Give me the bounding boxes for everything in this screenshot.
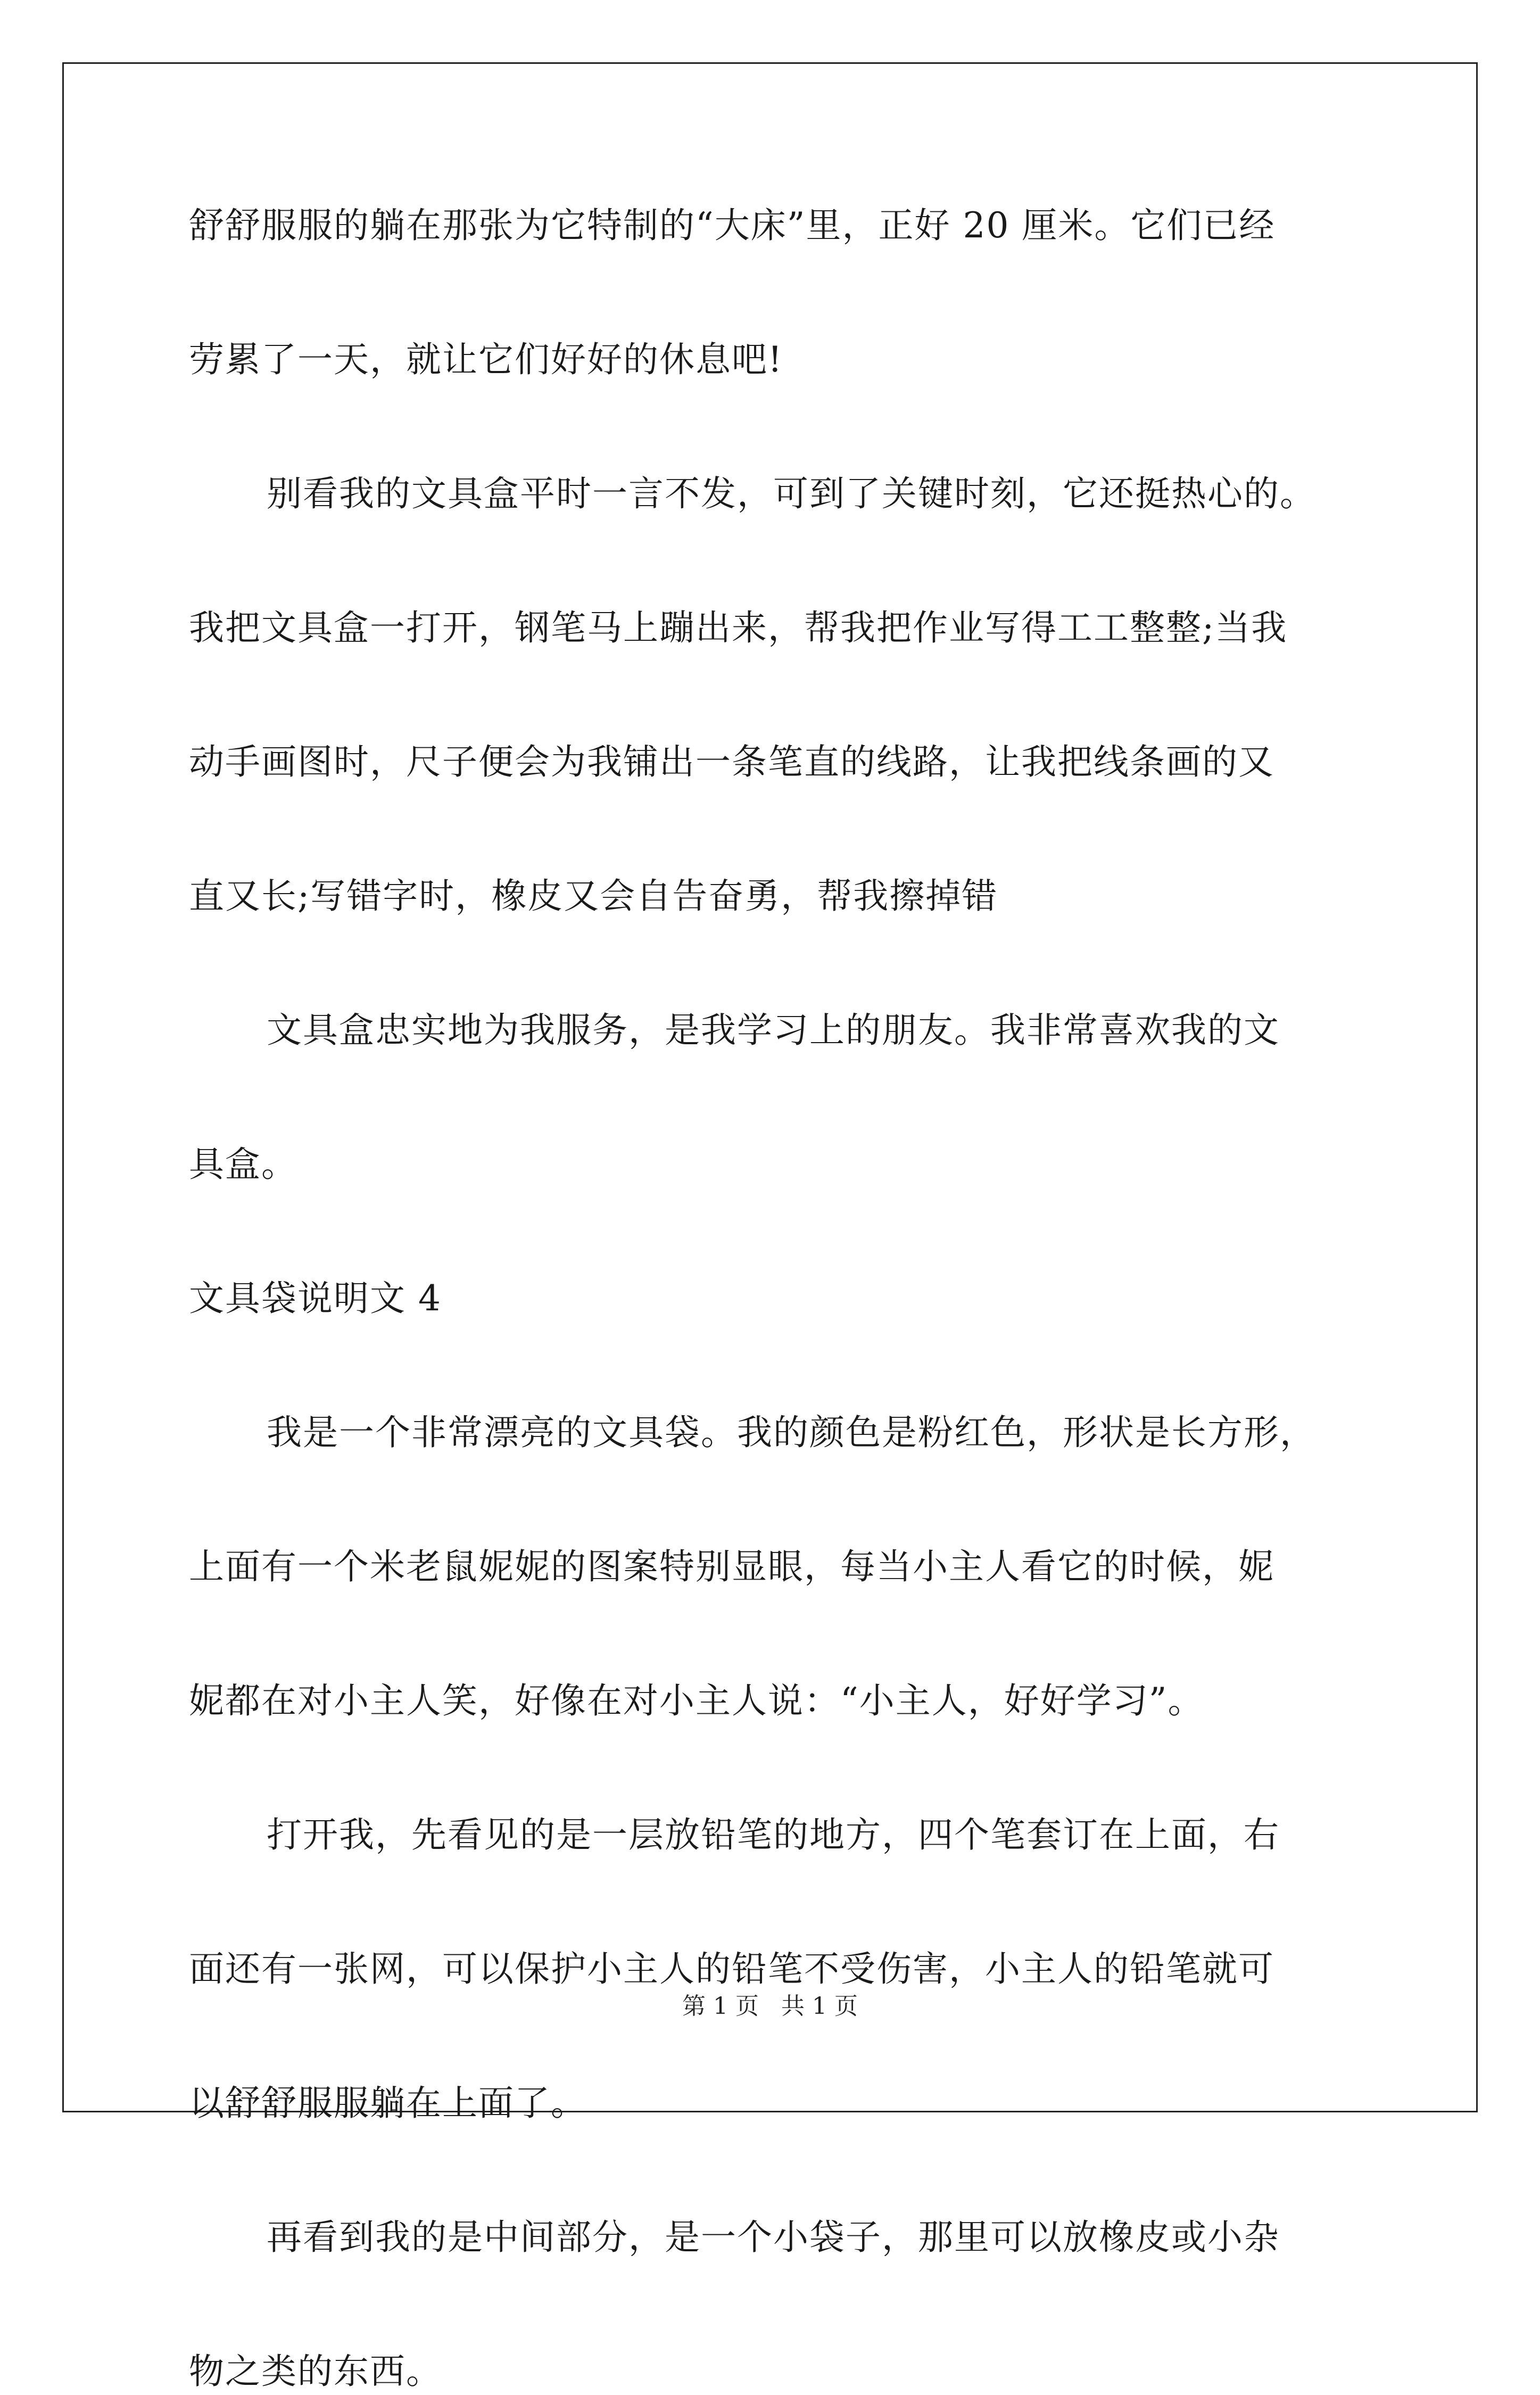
text-line: 物之类的东西。 <box>189 2351 442 2392</box>
paragraph-start-line: 打开我，先看见的是一层放铅笔的地方，四个笔套订在上面，右 <box>267 1814 1280 1855</box>
text-line: 面还有一张网，可以保护小主人的铅笔不受伤害，小主人的铅笔就可 <box>189 1948 1274 1989</box>
paragraph-start-line: 再看到我的是中间部分，是一个小袋子，那里可以放橡皮或小杂 <box>267 2217 1280 2258</box>
section-heading: 文具袋说明文 4 <box>189 1278 442 1319</box>
text-line: 以舒舒服服躺在上面了。 <box>189 2083 587 2124</box>
document-body <box>189 202 1360 2395</box>
page-number: 第 1 页 <box>682 1993 759 2020</box>
text-line: 舒舒服服的躺在那张为它特制的“大床”里，正好 20 厘米。它们已经 <box>189 205 1276 246</box>
page-total: 共 1 页 <box>781 1993 858 2020</box>
text-line: 具盒。 <box>189 1144 297 1185</box>
paragraph-start-line: 别看我的文具盒平时一言不发，可到了关键时刻，它还挺热心的。 <box>267 473 1316 514</box>
text-line: 劳累了一天，就让它们好好的休息吧! <box>189 339 783 380</box>
text-line: 我把文具盒一打开，钢笔马上蹦出来，帮我把作业写得工工整整;当我 <box>189 607 1288 648</box>
text-line: 妮都在对小主人笑，好像在对小主人说：“小主人，好好学习”。 <box>189 1680 1204 1721</box>
paragraph-start-line: 我是一个非常漂亮的文具袋。我的颜色是粉红色，形状是长方形， <box>267 1412 1316 1453</box>
paragraph-start-line: 文具盒忠实地为我服务，是我学习上的朋友。我非常喜欢我的文 <box>267 1010 1280 1051</box>
text-line: 上面有一个米老鼠妮妮的图案特别显眼，每当小主人看它的时候，妮 <box>189 1546 1274 1587</box>
text-line: 动手画图时，尺子便会为我铺出一条笔直的线路，让我把线条画的又 <box>189 741 1274 782</box>
text-line: 直又长;写错字时，橡皮又会自告奋勇，帮我擦掉错 <box>189 876 998 916</box>
page-footer <box>0 1991 1540 2022</box>
